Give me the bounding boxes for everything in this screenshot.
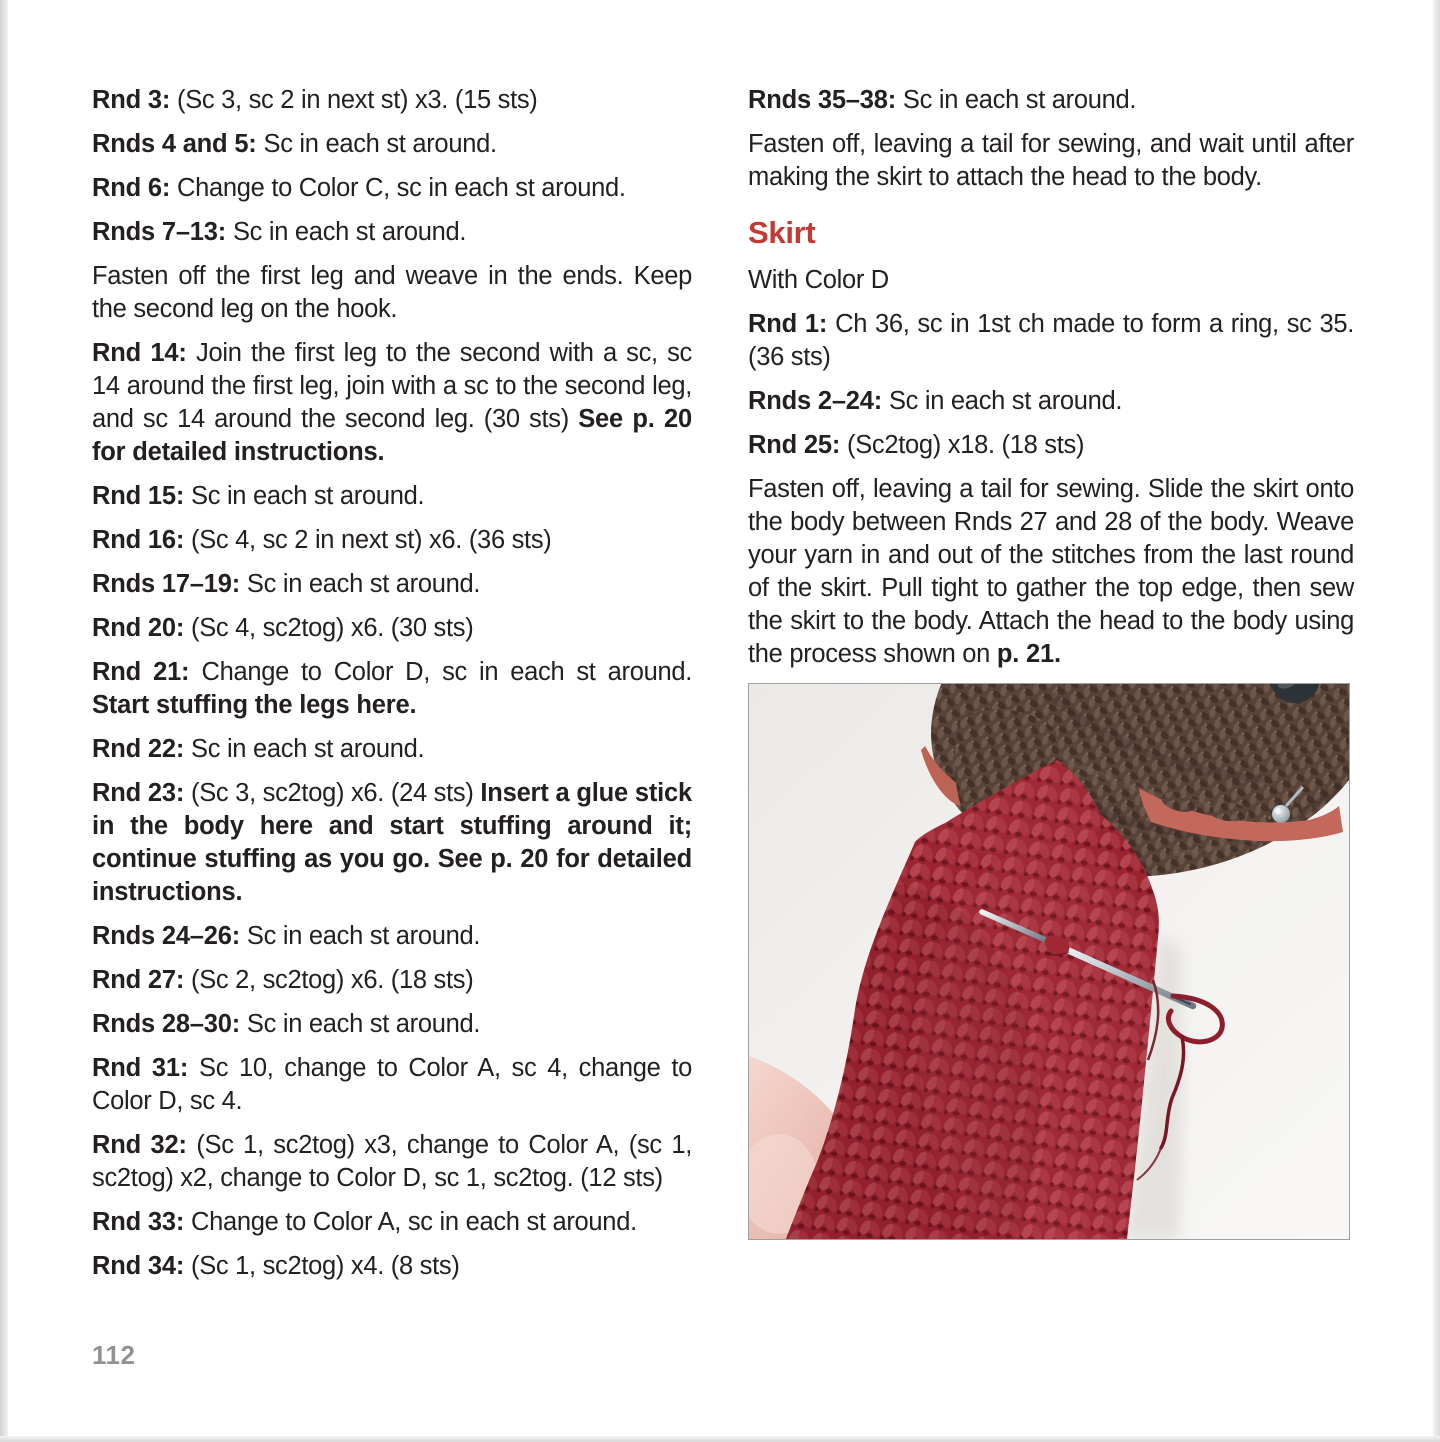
pattern-label: Rnd 27: — [92, 966, 191, 994]
pattern-label: Rnd 14: — [92, 339, 197, 367]
right-column-instructions — [748, 308, 1354, 671]
pattern-label: Rnd 32: — [92, 1131, 197, 1159]
pattern-text: Ch 36, sc in 1st ch made to form a ring, sc 35. (36 sts) — [748, 310, 1354, 371]
pattern-paragraph — [748, 308, 1354, 374]
pattern-label: Rnds 4 and 5: — [92, 130, 264, 158]
pattern-text: Fasten off the first leg and weave in the ends. Keep the second leg on the hook. — [92, 262, 692, 323]
page-edge-bottom — [0, 1436, 1440, 1442]
pattern-paragraph — [92, 128, 692, 161]
pattern-text: Sc in each st around. — [232, 218, 467, 246]
pattern-paragraph — [748, 385, 1354, 418]
pattern-text: Sc 10, change to Color A, sc 4, change to Color D, sc 4. — [92, 1054, 692, 1115]
pattern-label: Rnd 22: — [92, 735, 191, 763]
pattern-paragraph — [92, 612, 692, 645]
pattern-label: Rnd 31: — [92, 1054, 200, 1082]
pattern-text: (Sc 3, sc2tog) x6. (24 sts) — [191, 779, 481, 807]
page-edge-left — [0, 0, 8, 1442]
pattern-paragraph — [92, 524, 692, 557]
pattern-paragraph — [748, 473, 1354, 671]
pattern-label: Rnd 25: — [748, 431, 847, 459]
right-column — [748, 84, 1354, 1240]
section-heading-skirt: Skirt — [748, 215, 816, 250]
pattern-text: Join the first leg to the second with a sc, sc 14 around the first leg, join with a sc to the second leg, and sc 14 around the second leg. (30 sts) — [92, 339, 693, 433]
pattern-paragraph — [92, 172, 692, 205]
pattern-paragraph — [92, 1206, 692, 1239]
pattern-text: (Sc 2, sc2tog) x6. (18 sts) — [191, 966, 474, 994]
pattern-label: Rnd 34: — [92, 1252, 191, 1280]
pattern-label: Rnds 28–30: — [92, 1010, 247, 1038]
pattern-paragraph — [92, 216, 692, 249]
pattern-label: Rnds 7–13: — [92, 218, 233, 246]
pattern-text: Fasten off, leaving a tail for sewing, and wait until after making the skirt to attach the head to the body. — [748, 130, 1354, 191]
pattern-label: p. 21. — [996, 640, 1061, 668]
pattern-label: Rnd 33: — [92, 1208, 191, 1236]
pattern-text: Fasten off, leaving a tail for sewing. Slide the skirt onto the body between Rnds 27 and 28 of the body. Weave your yarn in and out of the stitches from the last round of the skirt. Pull tight to gather the top edge, then sew the skirt to the body. Attach the head to the body using the process shown on — [748, 475, 1354, 668]
pattern-label: Insert a glue stick in the body here and start stuffing around it; continue stuffing as you go. See p. 20 for detailed instructions. — [92, 779, 692, 906]
pattern-paragraph — [92, 656, 692, 722]
right-column-intro — [748, 84, 1354, 194]
pattern-paragraph — [92, 84, 692, 117]
pattern-text: (Sc 1, sc2tog) x4. (8 sts) — [191, 1252, 460, 1280]
pattern-text: Change to Color A, sc in each st around. — [191, 1208, 637, 1236]
pattern-label: Rnd 1: — [748, 310, 836, 338]
pattern-paragraph — [92, 1250, 692, 1283]
pattern-label: See p. 20 for detailed instructions. — [92, 405, 692, 466]
pattern-paragraph — [92, 964, 692, 997]
pattern-text: Sc in each st around. — [191, 482, 425, 510]
pattern-paragraph — [92, 568, 692, 601]
pattern-label: Rnd 16: — [92, 526, 191, 554]
pattern-paragraph — [92, 777, 692, 909]
pattern-text: Sc in each st around. — [246, 570, 481, 598]
pattern-paragraph — [748, 429, 1354, 462]
pattern-paragraph — [92, 480, 692, 513]
pattern-text: Sc in each st around. — [263, 130, 497, 158]
instruction-photo — [748, 683, 1350, 1240]
pattern-paragraph — [92, 1052, 692, 1118]
pattern-paragraph — [92, 1008, 692, 1041]
pattern-paragraph — [92, 920, 692, 953]
pattern-text: (Sc 4, sc 2 in next st) x6. (36 sts) — [191, 526, 552, 554]
pattern-label: Start stuffing the legs here. — [92, 691, 417, 719]
pattern-label: Rnds 17–19: — [92, 570, 247, 598]
pattern-label: Rnd 6: — [92, 174, 178, 202]
pattern-paragraph — [92, 1129, 692, 1195]
pattern-text: (Sc 1, sc2tog) x3, change to Color A, (sc 1, sc2tog) x2, change to Color D, sc 1, sc2tog. (12 sts) — [92, 1131, 692, 1192]
pattern-paragraph — [92, 733, 692, 766]
pattern-label: Rnd 15: — [92, 482, 191, 510]
pattern-text: Sc in each st around. — [902, 86, 1137, 114]
pattern-label: Rnds 2–24: — [748, 387, 889, 415]
pattern-text: (Sc 4, sc2tog) x6. (30 sts) — [191, 614, 474, 642]
pattern-text: (Sc 3, sc 2 in next st) x3. (15 sts) — [177, 86, 538, 114]
pattern-paragraph — [748, 84, 1354, 117]
pattern-label: Rnd 23: — [92, 779, 192, 807]
pattern-text: (Sc2tog) x18. (18 sts) — [847, 431, 1085, 459]
pattern-text: Change to Color D, sc in each st around. — [201, 658, 693, 686]
pattern-text: Change to Color C, sc in each st around. — [177, 174, 626, 202]
page-number: 112 — [92, 1340, 136, 1370]
pattern-label: Rnd 3: — [92, 86, 178, 114]
pattern-paragraph — [748, 128, 1354, 194]
left-column — [92, 84, 692, 1294]
pattern-text: Sc in each st around. — [191, 735, 425, 763]
materials-line: With Color D — [748, 266, 889, 294]
pattern-label: Rnds 35–38: — [748, 86, 903, 114]
pattern-text: Sc in each st around. — [246, 1010, 481, 1038]
pattern-label: Rnd 20: — [92, 614, 191, 642]
pattern-label: Rnd 21: — [92, 658, 202, 686]
pattern-text: Sc in each st around. — [246, 922, 481, 950]
pattern-text: Sc in each st around. — [888, 387, 1123, 415]
pattern-paragraph — [92, 260, 692, 326]
pattern-label: Rnds 24–26: — [92, 922, 247, 950]
pattern-paragraph — [92, 337, 692, 469]
page-edge-right — [1433, 0, 1440, 1442]
